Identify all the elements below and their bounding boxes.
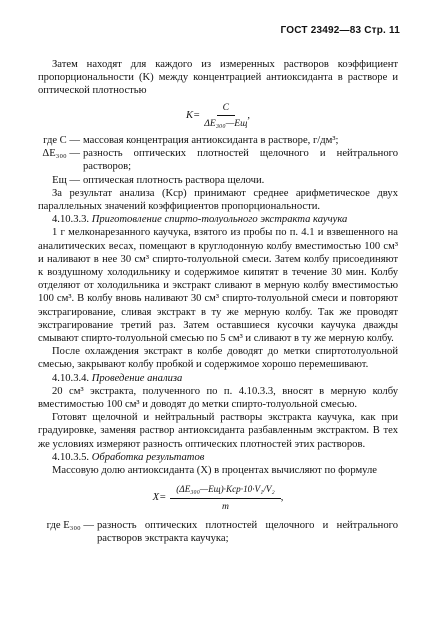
definition-text: массовая концентрация антиоксиданта в растворе, г/дм³; <box>83 135 339 147</box>
section-number: 4.10.3.4. <box>52 372 90 384</box>
formula-k-numerator: C <box>217 101 235 116</box>
formula-x <box>38 483 398 512</box>
definition-text: разность оптических плотностей щелочного и нейтрального растворов; <box>83 148 398 173</box>
section-title: Приготовление спирто-толуольного экстракта каучука <box>91 214 348 226</box>
formula-k-fraction <box>204 101 247 130</box>
paragraph-6: Готовят щелочной и нейтральный растворы экстракта каучука, как при градуировке, заменяя раствор антиоксиданта разбавленным экстрактом. В тех же условиях измеряют разность оптических плотностей этих растворов. <box>38 412 398 450</box>
formula-k-denominator: ΔE₃₀₀—Eщ <box>204 117 248 129</box>
section-heading-4-10-3-3 <box>38 213 398 226</box>
definition-term: где E₃₀₀ — <box>46 519 94 531</box>
formula-x-fraction <box>170 483 280 512</box>
page-header: ГОСТ 23492—83 Стр. 11 <box>280 25 400 36</box>
definitions-2 <box>38 519 398 545</box>
section-heading-4-10-3-4 <box>38 372 398 385</box>
formula-x-lhs: X= <box>152 492 167 504</box>
paragraph-4: После охлаждения экстракт в колбе доводят до метки спиртотолуольной смесью, закрывают колбу пробкой и содержимое хорошо перемешивают. <box>38 346 398 371</box>
definition-text: оптическая плотность раствора щелочи. <box>83 174 265 186</box>
formula-k-tail: , <box>247 109 250 121</box>
paragraph-1: Затем находят для каждого из измеренных растворов коэффициент пропорциональности (K) между концентрацией антиоксиданта в растворе и оптической плотностью <box>38 59 398 97</box>
formula-x-numerator: (ΔE₃₀₀—Eщ)·Kср·10·V₁/V₂ <box>170 483 280 498</box>
formula-k <box>38 101 398 130</box>
formula-x-denominator: m <box>222 500 229 512</box>
definitions-1 <box>38 134 398 187</box>
definition-row <box>38 519 398 545</box>
formula-x-tail: , <box>280 492 284 504</box>
paragraph-5: 20 см³ экстракта, полученного по п. 4.10.3.3, вносят в мерную колбу вместимостью 100 см³ и доводят до метки спирто-толуольной смесью. <box>38 385 398 411</box>
paragraph-2: За результат анализа (Kср) принимают среднее арифметическое двух параллельных значений коэффициентов пропорциональности. <box>38 187 398 213</box>
definition-term: где C — <box>43 135 80 147</box>
definition-term: ΔE₃₀₀ — <box>42 148 80 160</box>
definition-row <box>38 174 398 187</box>
section-number: 4.10.3.3. <box>52 214 90 226</box>
section-title: Обработка результатов <box>91 451 205 463</box>
formula-k-lhs: K= <box>185 109 201 121</box>
section-heading-4-10-3-5 <box>38 451 398 464</box>
definition-row <box>38 147 398 173</box>
definition-row <box>38 134 398 147</box>
paragraph-3: 1 г мелконарезанного каучука, взятого из пробы по п. 4.1 и взвешенного на аналитических весах, помещают в круглодонную колбу вместимостью 100 см³ и наливают в нее 30 см³ спирто-толуольной смеси. Затем колбу присоединяют к воздушному холодильнику и содержимое кипятят в течение 30 мин. Колбу отделяют от холодильника и экстракт сливают в мерную колбу вместимостью 100 см³. В колбу вновь наливают 30 см³ спирто-толуольной смеси и повторяют экстрагирование, сливая экстракт в ту же мерную колбу. Так же проводят экстрагирование третий раз. Затем оставшиеся кусочки каучука дважды смывают спирто-толуольной смесью по 5 см³ и сливают в ту же мерную колбу. <box>38 227 398 345</box>
section-title: Проведение анализа <box>91 372 183 384</box>
section-number: 4.10.3.5. <box>52 451 90 463</box>
paragraph-7: Массовую долю антиоксиданта (X) в процентах вычисляют по формуле <box>52 465 377 477</box>
definition-term: Eщ — <box>52 174 80 186</box>
definition-text: разность оптических плотностей щелочного и нейтрального растворов экстракта каучука; <box>97 519 398 544</box>
